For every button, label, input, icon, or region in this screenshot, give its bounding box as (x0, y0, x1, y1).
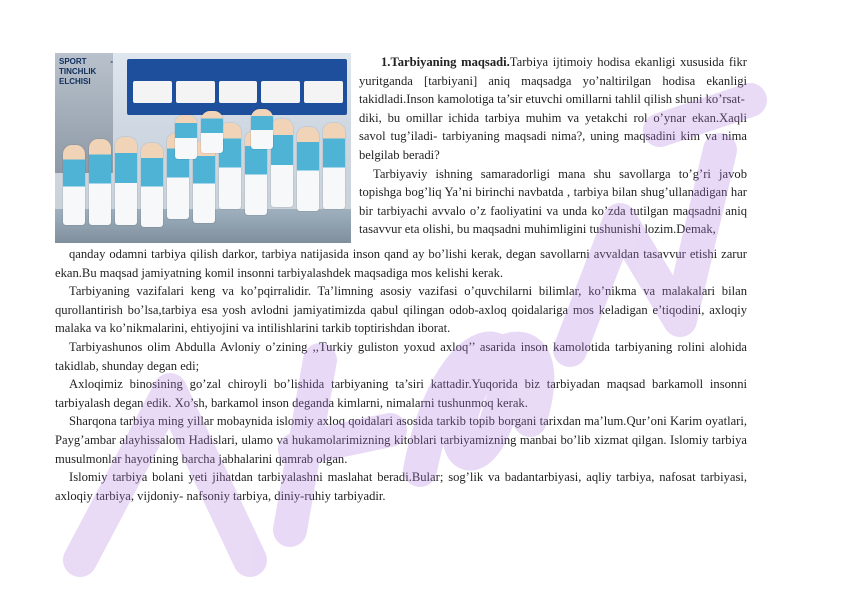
banner-text: SPORT - TINCHLIK ELCHISI (59, 57, 113, 86)
paragraph-6: Axloqimiz binosining go’zal chiroyli bo’lishida tarbiyaning ta’siri kattadir.Yuqorida biz tarbiyadan maqsad barkamoll insonni tarbiyalash degan edik. Xo’sh, barkamol inson deganda kimlarni, nimalarni tushunmoq kerak. (55, 377, 747, 410)
paragraph-1-text: Tarbiya ijtimoiy hodisa ekanligi xususida fikr yuritganda [tarbiyani] aniq maqsadga yo’naltirilgan hodisa ekanligi takidladi.Inson kamolotiga ta’sir etuvchi omillarni tahlil qilish shuni ko’rsat- (359, 55, 748, 107)
section-heading: 1.Tarbiyaning maqsadi. (381, 55, 510, 69)
paragraph-4: Tarbiyaning vazifalari keng va ko’pqirralidir. Ta’limning asosiy vazifasi o’quvchilarni bilimlar, ko’nikma va malakalari bilan qurollantirish bo’lsa,tarbiya esa yosh avlodni jamiyatimizda qabul qilingan odob-axloq qoidalariga mos keladigan e’tiqodini, axloqiy malaka va ko’nikmalarini, ehtiyojini va intilishlarini tarkib toptirishdan iborat. (55, 284, 747, 336)
paragraph-7: Sharqona tarbiya ming yillar mobaynida islomiy axloq qoidalari asosida tarkib topib borgani tarixdan ma’lum.Qur’oni Karim oyatlari, Payg’ambar alayhissalom Hadislari, ulamo va hukamolarimizning kitoblari tarbiyamizning manbai bo’lib xizmat qilgan. Islomiy tarbiya musulmonlar hayotining barcha jabhalarini qamrab olgan. (55, 414, 747, 466)
photo-children-karate (55, 53, 351, 243)
document-page (55, 53, 747, 505)
sponsor-logos (133, 77, 343, 107)
paragraph-1-cont: diki, bu omillar ichida tarbiya muhim va yetakchi rol o’ynar ekan.Xaqli savol tug’iladi- tarbiyaning maqsadi nima?, uning maqsadini kim va nima belgilab beradi? (359, 110, 747, 162)
paragraph-8: Islomiy tarbiya bolani yeti jihatdan tarbiyalashni maslahat beradi.Bular; sog’lik va badantarbiyasi, aqliy tarbiya, nafosat tarbiyasi, axloqiy tarbiya, vijdoniy- nafsoniy tarbiya, diniy-ruhiy tarbiyadir. (55, 470, 747, 503)
paragraph-3: qanday odamni tarbiya qilish darkor, tarbiya natijasida inson qand ay bo’lishi kerak, degan savollarni avvaldan tasavvur etishi zarur ekan.Bu maqsad jamiyatning komil insonni tarbiyalashdek maqsadiga mos kelishi kerak. (55, 247, 747, 280)
paragraph-2: Tarbiyaviy ishning samaradorligi mana shu savollarga to’g’ri javob topishga bog’liq Ya’ni birinchi navbatda , tarbiya bilan shug’ullanadigan har bir tarbiyachi avvalo o’z faoliyatini va unda ko’zda tutilgan maqsadni aniq tasavvur eta olishi, bu maqsadni muhimligini tushunishi lozim.Demak, (359, 166, 747, 237)
paragraph-5: Tarbiyashunos olim Abdulla Avloniy o’zining ,,Turkiy guliston yoxud axloq’’ asarida inson kamolotida tarbiyaning rolini alohida takidlab, shunday degan edi; (55, 339, 747, 373)
